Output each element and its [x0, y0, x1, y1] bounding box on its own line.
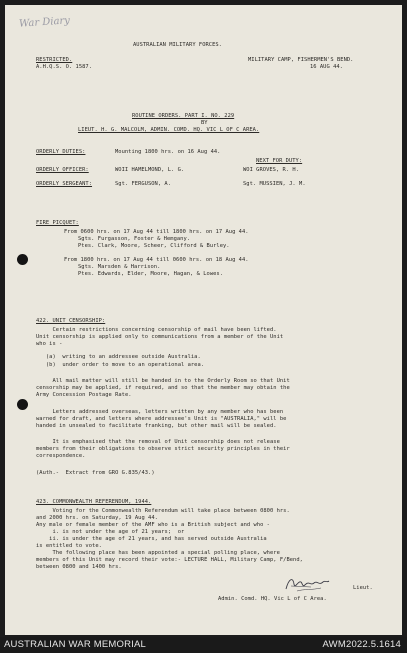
- orders-title: ROUTINE ORDERS. PART I. NO. 229: [132, 113, 235, 119]
- fire-picquet-line: Sgts. Marsden & Harrison.: [78, 264, 161, 270]
- body-line: It is emphasised that the removal of Unit censorship does not release: [36, 439, 280, 445]
- body-line: is entitled to vote.: [36, 543, 102, 549]
- body-line: members from their obligations to observe strict security principles in their: [36, 446, 290, 452]
- orderly-officer-next: WOI GROVES, R. H.: [243, 167, 300, 173]
- next-for-duty: NEXT FOR DUTY:: [256, 158, 303, 164]
- body-line: and 2000 hrs. on Saturday, 19 Aug 44.: [36, 515, 158, 521]
- signatory-title: Admin. Comd. HQ. Vic L of C Area.: [218, 596, 327, 602]
- orderly-sergeant-label: ORDERLY SERGEANT:: [36, 181, 93, 187]
- punch-hole: [17, 399, 28, 410]
- orderly-duties-label: ORDERLY DUTIES:: [36, 149, 86, 155]
- section-423-heading: 423. COMMONWEALTH REFERENDUM, 1944.: [36, 499, 152, 505]
- body-line: who is -: [36, 341, 63, 347]
- restricted-label: RESTRICTED.: [36, 57, 73, 63]
- punch-hole: [17, 254, 28, 265]
- footer-accession-number: AWM2022.5.1614: [322, 639, 401, 650]
- body-line: Voting for the Commonwealth Referendum will take place between 0800 hrs.: [36, 508, 290, 514]
- body-line: Certain restrictions concerning censorship of mail have been lifted.: [36, 327, 277, 333]
- body-line: Army Concession Postage Rate.: [36, 392, 132, 398]
- footer-institution: AUSTRALIAN WAR MEMORIAL: [4, 639, 147, 650]
- body-line: warned for draft, and letters where addressee's Unit is "AUSTRALIA," will be: [36, 416, 287, 422]
- fire-picquet-line: Sgts. Furgasson, Foster & Hemgany.: [78, 236, 191, 242]
- orders-authority: LIEUT. H. G. MALCOLM, ADMIN. COMD. HQ. VIC L OF C AREA.: [78, 127, 260, 133]
- date: 16 AUG 44.: [310, 64, 343, 70]
- orderly-officer-value: WOII HAMELMOND, L. G.: [115, 167, 185, 173]
- archive-footer: [0, 637, 407, 653]
- orders-by: BY: [201, 120, 208, 126]
- body-line: members of this Unit may record their vote:- LECTURE HALL, Military Camp, F/Bend,: [36, 557, 303, 563]
- place: MILITARY CAMP, FISHERMEN'S BEND.: [248, 57, 354, 63]
- body-line: (Auth.- Extract from GRO G.835/43.): [36, 470, 155, 476]
- handwritten-signature: [283, 574, 331, 594]
- body-line: i. is not under the age of 21 years; or: [36, 529, 185, 535]
- orderly-sergeant-value: Sgt. FERGUSON, A.: [115, 181, 172, 187]
- fire-picquet-line: Ptes. Clark, Moore, Scheer, Clifford & Burley.: [78, 243, 230, 249]
- body-line: (a) writing to an addressee outside Australia.: [36, 354, 201, 360]
- pencil-note: War Diary: [18, 15, 71, 30]
- body-line: ii. is under the age of 21 years, and has served outside Australia: [36, 536, 267, 542]
- reference: A.H.Q.S. O. 1587.: [36, 64, 93, 70]
- document-page: [5, 5, 402, 635]
- body-line: correspondence.: [36, 453, 86, 459]
- body-line: Letters addressed overseas, letters written by any member who has been: [36, 409, 284, 415]
- fire-picquet-line: From 0600 hrs. on 17 Aug 44 till 1800 hrs. on 17 Aug 44.: [64, 229, 249, 235]
- orderly-officer-label: ORDERLY OFFICER:: [36, 167, 89, 173]
- signatory-rank: Lieut.: [353, 585, 373, 591]
- section-422-heading: 422. UNIT CENSORSHIP:: [36, 318, 106, 324]
- body-line: The following place has been appointed a special polling place, where: [36, 550, 280, 556]
- fire-picquet-line: Ptes. Edwards, Elder, Moore, Hagan, & Lowes.: [78, 271, 223, 277]
- body-line: Any male or female member of the AMF who is a British subject and who -: [36, 522, 270, 528]
- body-line: between 0800 and 1400 hrs.: [36, 564, 122, 570]
- orderly-duties-value: Mounting 1800 hrs. on 16 Aug 44.: [115, 149, 221, 155]
- fire-picquet-label: FIRE PICQUET:: [36, 220, 79, 226]
- body-line: Unit censorship is applied only to communications from a member of the Unit: [36, 334, 284, 340]
- fire-picquet-line: From 1800 hrs. on 17 Aug 44 till 0600 hrs. on 18 Aug 44.: [64, 257, 249, 263]
- body-line: All mail matter will still be handed in to the Orderly Room so that Unit: [36, 378, 290, 384]
- body-line: censorship may be applied, if required, and so that the member may obtain the: [36, 385, 290, 391]
- body-line: (b) under order to move to an operational area.: [36, 362, 205, 368]
- body-line: handed in unsealed to facilitate franking, but other mail will be sealed.: [36, 423, 277, 429]
- orderly-sergeant-next: Sgt. MUSSIEN, J. M.: [243, 181, 306, 187]
- doc-title: AUSTRALIAN MILITARY FORCES.: [133, 42, 222, 48]
